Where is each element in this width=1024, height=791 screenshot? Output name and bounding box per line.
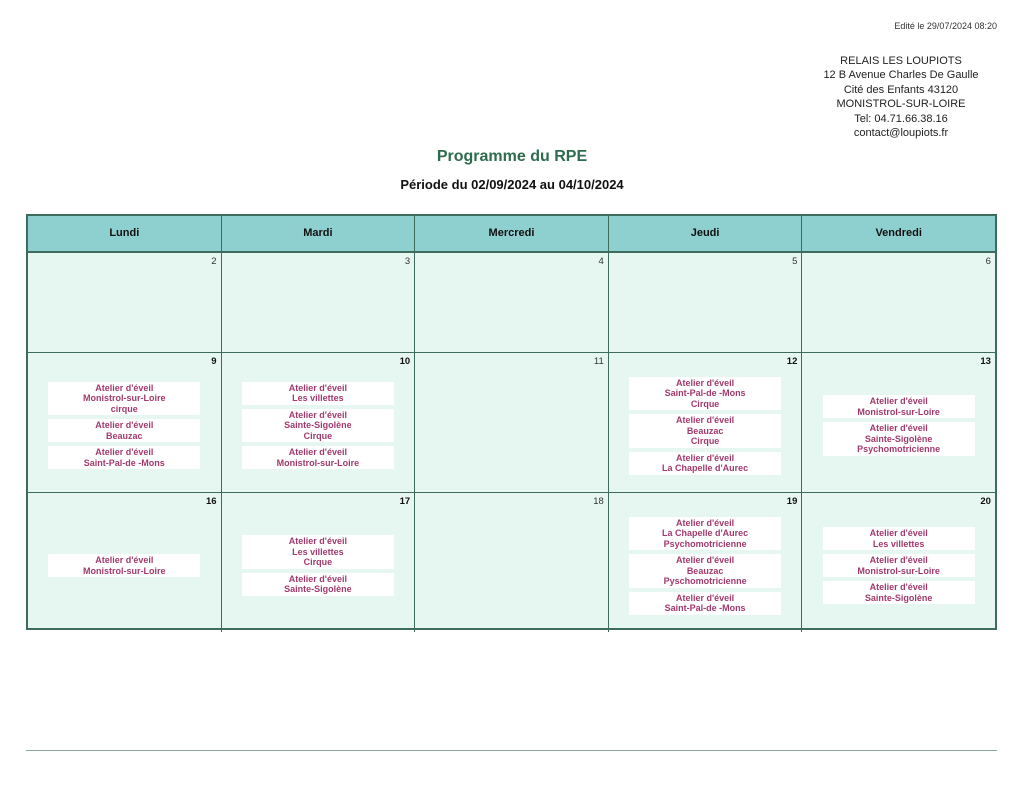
day-number: 16 [206,496,217,507]
day-number: 20 [980,496,991,507]
event-card [629,377,781,411]
event-line: Monistrol-sur-Loire [857,565,940,576]
org-name: RELAIS LES LOUPIOTS [840,55,962,67]
event-line: Atelier d'éveil [288,382,347,393]
event-line: Monistrol-sur-Loire [83,565,166,576]
event-card [629,592,781,615]
event-card [242,382,394,405]
event-line: Atelier d'éveil [95,555,154,565]
calendar-week-row [28,353,995,493]
day-number: 6 [985,256,991,267]
event-card [242,573,394,596]
event-list [28,353,221,492]
event-list [609,353,802,492]
event-list [222,493,415,632]
day-number: 11 [593,356,604,367]
event-card [823,581,975,604]
calendar-day-cell [609,253,803,352]
event-line: Atelier d'éveil [95,420,154,431]
event-card [823,422,975,456]
event-line: Psychomotricienne [857,444,941,455]
event-card [48,419,200,442]
event-line: Atelier d'éveil [869,555,928,565]
event-card [242,409,394,443]
event-line: Atelier d'éveil [675,555,735,565]
event-line: Atelier d'éveil [869,528,928,538]
day-header-lundi: Lundi [28,216,222,251]
event-line: Saint-Pal-de -Mons [664,603,746,613]
event-line: Atelier d'éveil [288,573,347,584]
event-line: Atelier d'éveil [288,536,347,547]
event-line: Monistrol-sur-Loire [857,406,940,417]
day-header-mercredi: Mercredi [415,216,609,251]
event-line: Psychomotricienne [663,538,747,549]
event-line: Atelier d'éveil [95,447,154,458]
event-line: Beauzac [686,425,724,436]
event-line: Cirque [303,557,333,568]
event-line: Saint-Pal-de -Mons [83,457,165,468]
event-line: Atelier d'éveil [869,423,928,434]
event-card [48,382,200,416]
event-line: Monistrol-sur-Loire [276,457,360,468]
event-line: Monistrol-sur-Loire [83,393,166,404]
event-card [48,446,200,469]
day-header-mardi: Mardi [222,216,416,251]
event-line: Beauzac [106,430,143,441]
event-line: Atelier d'éveil [288,409,347,420]
page-title: Programme du RPE [436,148,588,165]
calendar-day-cell [802,493,995,632]
edited-timestamp: Edité le 29/07/2024 08:20 [894,21,997,31]
day-header-jeudi: Jeudi [609,216,803,251]
day-number: 19 [786,496,798,507]
event-line: Atelier d'éveil [675,517,735,528]
event-card [823,527,975,550]
event-line: Atelier d'éveil [675,415,735,425]
calendar-day-cell [415,353,609,492]
event-line: Beauzac [686,565,724,576]
event-line: Sainte-Sigolène [284,420,352,431]
calendar-day-cell [222,493,416,632]
day-number: 2 [211,256,217,267]
event-card [242,446,394,469]
organization-address-block [801,54,1001,140]
event-line: Atelier d'éveil [95,382,154,393]
event-line: Sainte-Sigolène [864,592,933,603]
calendar-day-cell [28,253,222,352]
calendar-day-cell [28,353,222,492]
calendar-grid [26,214,997,630]
event-line: Atelier d'éveil [675,452,735,463]
event-line: Cirque [303,430,333,441]
day-number: 10 [399,356,411,367]
org-city-line: Cité des Enfants 43120 [843,83,959,96]
event-line: Cirque [690,436,720,446]
event-line: Les villettes [872,538,925,549]
event-line: Sainte-Sigolène [284,584,352,595]
day-header-vendredi: Vendredi [875,227,922,239]
event-line: Atelier d'éveil [675,592,735,603]
event-line: Pyschomotricienne [663,576,747,586]
event-line: Atelier d'éveil [869,396,928,407]
period-subtitle: Période du 02/09/2024 au 04/10/2024 [400,177,624,192]
event-card [629,554,781,588]
day-number: 18 [593,496,604,507]
event-card [823,395,975,418]
org-address: 12 B Avenue Charles De Gaulle [823,69,979,82]
calendar-day-cell [222,253,416,352]
event-line: Atelier d'éveil [288,447,347,458]
event-list [802,493,995,632]
calendar-day-cell [802,253,995,352]
day-number: 5 [792,256,798,267]
event-list [609,493,802,632]
event-card [242,535,394,569]
calendar-day-cell [222,353,416,492]
day-number: 4 [598,256,604,267]
org-email: contact@loupiots.fr [853,127,949,140]
calendar-week-row [28,253,995,353]
org-town: MONISTROL-SUR-LOIRE [836,98,966,111]
day-number: 17 [399,496,411,507]
event-line: Sainte-Sigolène [864,433,933,444]
event-line: Atelier d'éveil [869,582,928,592]
event-line: La Chapelle d'Aurec [661,528,749,538]
footer-divider [26,750,997,751]
event-line: Saint-Pal-de -Mons [664,388,746,398]
event-card [629,517,781,551]
event-list [222,353,415,492]
event-card [629,452,781,475]
calendar-day-cell [415,493,609,632]
event-line: Les villettes [292,546,344,557]
event-line: cirque [110,403,138,414]
event-line: Atelier d'éveil [675,377,735,388]
day-number: 12 [786,356,798,367]
calendar-day-cell [802,353,995,492]
calendar-day-cell [609,353,803,492]
calendar-header-row [28,216,995,253]
event-list [802,353,995,492]
org-phone: Tel: 04.71.66.38.16 [854,112,948,125]
calendar-day-cell [28,493,222,632]
event-card [823,554,975,577]
day-number: 3 [404,256,411,267]
event-card [48,554,200,577]
event-list [28,493,221,632]
event-line: Les villettes [292,393,344,404]
day-number: 13 [980,356,991,367]
calendar-day-cell [609,493,803,632]
event-line: Cirque [690,398,720,409]
day-number: 9 [211,356,217,367]
calendar-week-row [28,493,995,632]
event-card [629,414,781,448]
event-line: La Chapelle d'Aurec [661,463,749,473]
calendar-day-cell [415,253,609,352]
